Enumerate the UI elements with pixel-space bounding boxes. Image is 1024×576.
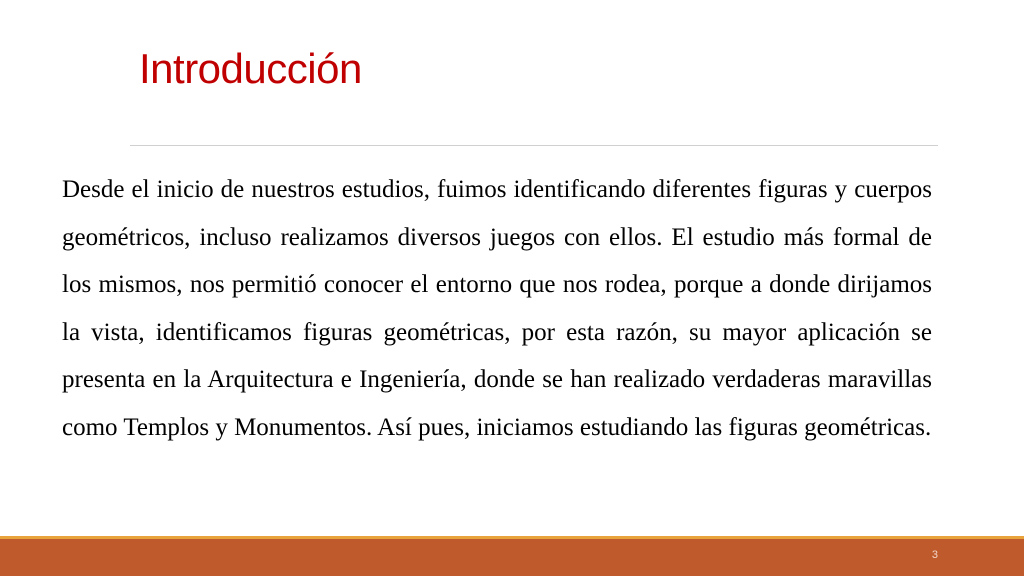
page-number: 3: [931, 549, 938, 561]
slide-title: Introducción: [139, 45, 362, 92]
slide-body-text: Desde el inicio de nuestros estudios, fuimos identificando diferentes figuras y cuerpos geométricos, incluso realizamos diversos juegos con ellos. El estudio más formal de los mismos, nos permitió conocer el entorno que nos rodea, porque a donde dirijamos la vista, identificamos figuras geométricas, por esta razón, su mayor aplicación se presenta en la Arquitectura e Ingeniería, donde se han realizado verdaderas maravillas como Templos y Monumentos. Así pues, iniciamos estudiando las figuras geométricas.: [62, 176, 932, 441]
footer-bar: [0, 539, 1024, 576]
title-divider: [130, 145, 938, 146]
